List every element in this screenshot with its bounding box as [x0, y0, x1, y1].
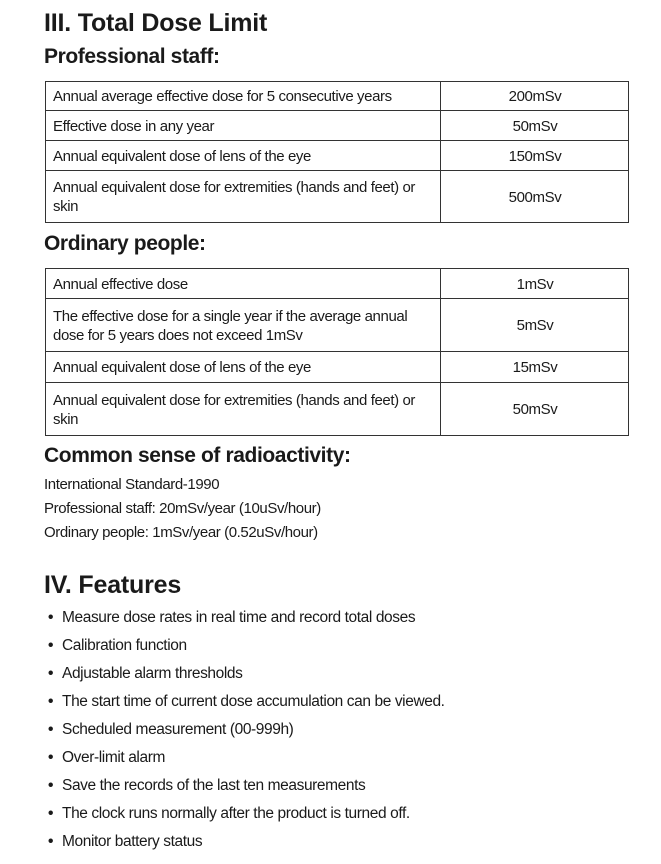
bullet-icon: • — [48, 749, 54, 766]
dose-label-cell: Effective dose in any year — [46, 111, 441, 141]
bullet-icon: • — [48, 693, 54, 710]
dose-value-cell: 50mSv — [441, 383, 629, 436]
table-row — [46, 82, 629, 111]
dose-label-cell: Annual equivalent dose of lens of the eye — [46, 141, 441, 171]
list-item — [48, 828, 445, 856]
professional-dose-table — [45, 81, 629, 223]
feature-text: Save the records of the last ten measurements — [62, 777, 366, 794]
radioactivity-notes — [44, 473, 321, 545]
list-item — [48, 632, 445, 660]
feature-text: Measure dose rates in real time and record total doses — [62, 609, 416, 626]
heading-professional-staff: Professional staff: — [44, 45, 220, 68]
features-list — [48, 604, 445, 856]
dose-label-cell: Annual equivalent dose for extremities (hands and feet) or skin — [46, 171, 441, 223]
list-item — [48, 604, 445, 632]
ordinary-dose-table — [45, 268, 629, 436]
bullet-icon: • — [48, 609, 54, 626]
section-title-features: IV. Features — [44, 571, 182, 599]
bullet-icon: • — [48, 665, 54, 682]
note-line: Ordinary people: 1mSv/year (0.52uSv/hour) — [44, 524, 318, 541]
bullet-icon: • — [48, 833, 54, 850]
dose-value-cell: 50mSv — [441, 111, 629, 141]
bullet-icon: • — [48, 637, 54, 654]
table-row — [46, 171, 629, 223]
note-line: Professional staff: 20mSv/year (10uSv/hour) — [44, 500, 321, 517]
list-item — [48, 772, 445, 800]
table-row — [46, 299, 629, 352]
dose-value-cell: 5mSv — [441, 299, 629, 352]
table-row — [46, 352, 629, 383]
dose-value-cell: 500mSv — [441, 171, 629, 223]
table-row — [46, 269, 629, 299]
section-title-total-dose-limit: III. Total Dose Limit — [44, 9, 268, 37]
feature-text: Scheduled measurement (00-999h) — [62, 721, 294, 738]
feature-text: Calibration function — [62, 637, 187, 654]
feature-text: Adjustable alarm thresholds — [62, 665, 243, 682]
heading-ordinary-people: Ordinary people: — [44, 232, 206, 255]
bullet-icon: • — [48, 777, 54, 794]
heading-common-sense-radioactivity: Common sense of radioactivity: — [44, 444, 351, 467]
dose-value-cell: 200mSv — [441, 82, 629, 111]
feature-text: The start time of current dose accumulation can be viewed. — [62, 693, 445, 710]
list-item — [48, 800, 445, 828]
dose-value-cell: 15mSv — [441, 352, 629, 383]
bullet-icon: • — [48, 805, 54, 822]
note-line: International Standard-1990 — [44, 476, 220, 493]
feature-text: Over-limit alarm — [62, 749, 165, 766]
list-item — [48, 660, 445, 688]
dose-label-cell: Annual equivalent dose of lens of the eye — [46, 352, 441, 383]
table-row — [46, 383, 629, 436]
dose-label-cell: Annual average effective dose for 5 consecutive years — [46, 82, 441, 111]
dose-value-cell: 1mSv — [441, 269, 629, 299]
list-item — [48, 716, 445, 744]
dose-label-cell: The effective dose for a single year if the average annual dose for 5 years does not exceed 1mSv — [46, 299, 441, 352]
dose-value-cell: 150mSv — [441, 141, 629, 171]
list-item — [48, 688, 445, 716]
feature-text: Monitor battery status — [62, 833, 203, 850]
table-row — [46, 141, 629, 171]
bullet-icon: • — [48, 721, 54, 738]
dose-label-cell: Annual equivalent dose for extremities (hands and feet) or skin — [46, 383, 441, 436]
feature-text: The clock runs normally after the product is turned off. — [62, 805, 410, 822]
table-row — [46, 111, 629, 141]
list-item — [48, 744, 445, 772]
dose-label-cell: Annual effective dose — [46, 269, 441, 299]
